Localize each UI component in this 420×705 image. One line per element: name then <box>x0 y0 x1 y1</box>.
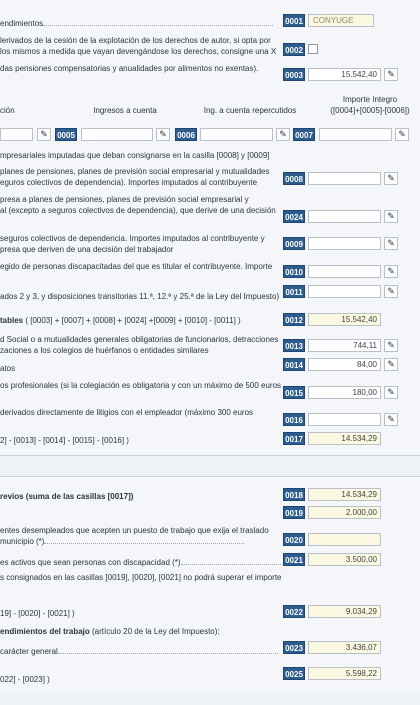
pencil-icon[interactable]: ✎ <box>384 172 398 185</box>
row-0025-label: 022] - [0023] ) <box>0 675 50 684</box>
pencil-icon[interactable]: ✎ <box>384 210 398 223</box>
field-0018: 14.534,29 <box>308 488 381 501</box>
code-0007: 0007 <box>293 128 315 141</box>
code-0024: 0024 <box>283 210 305 223</box>
pencil-icon[interactable]: ✎ <box>384 386 398 399</box>
pencil-icon[interactable]: ✎ <box>156 128 170 141</box>
row-0021-label-1: es activos que sean personas con discapacidad (*) <box>0 558 281 568</box>
row-0013-label-2: zaciones a los colegios de huérfanos o entidades similares <box>0 346 209 355</box>
pencil-icon[interactable]: ✎ <box>384 285 398 298</box>
field-0021: 3.500,00 <box>308 553 381 566</box>
code-0015: 0015 <box>283 386 305 399</box>
row-0024-label-2: al (excepto a seguros colectivos de dependencia), que derive de una decisión <box>0 206 276 215</box>
code-0014: 0014 <box>283 358 305 371</box>
checkbox-0002[interactable] <box>308 44 318 54</box>
field-0017: 14.534,29 <box>308 432 381 445</box>
code-0010: 0010 <box>283 265 305 278</box>
section-reducciones <box>0 476 420 692</box>
row-0002-label-1: lerivados de la cesión de la explotación de los derechos de autor, si opta por <box>0 36 271 45</box>
col-header-ingresos: Ingresos a cuenta <box>93 106 157 115</box>
row-0009-label-2: presa que deriven de una decisión del trabajador <box>0 245 174 254</box>
field-0003[interactable]: 15.542,40 <box>308 68 381 81</box>
field-0007[interactable] <box>319 128 392 141</box>
col-header-importe-1: Importe íntegro <box>342 95 398 104</box>
field-0019: 2.000,00 <box>308 506 381 519</box>
field-0015[interactable]: 180,00 <box>308 386 381 399</box>
pencil-icon[interactable]: ✎ <box>384 68 398 81</box>
field-0020 <box>308 533 381 546</box>
code-0022: 0022 <box>283 605 305 618</box>
field-0010[interactable] <box>308 265 381 278</box>
row-0024-label-1: presa a planes de pensiones, planes de previsión social empresarial y <box>0 195 249 204</box>
row-0022-label: 19] - [0020] - [0021] ) <box>0 609 75 618</box>
row-0009-label-1: seguros colectivos de dependencia. Importes imputados al contribuyente y <box>0 234 265 243</box>
code-0009: 0009 <box>283 237 305 250</box>
row-0011-label: ados 2 y 3, y disposiciones transitorias 11.ª, 12.ª y 25.ª de la Ley del Impuesto) <box>0 292 280 301</box>
pencil-icon[interactable]: ✎ <box>395 128 409 141</box>
row-0023-label: carácter general <box>0 647 278 657</box>
row-0010-label: egido de personas discapacitadas del que es titular el contribuyente. Importe <box>0 262 273 271</box>
code-0012: 0012 <box>283 313 305 326</box>
row-0012-label: tables ( [0003] + [0007] + [0008] + [0024] +[0009] + [0010] - [0011] ) <box>0 316 241 325</box>
field-0012: 15.542,40 <box>308 313 381 326</box>
row-0017-label: 2] - [0013] - [0014] - [0015] - [0016] ) <box>0 436 129 445</box>
row-0020-label-1: entes desempleados que acepten un puesto de trabajo que exija el traslado <box>0 526 269 535</box>
code-0005: 0005 <box>55 128 77 141</box>
row-0002-label-2: los mismos a medida que vayan devengándose los derechos, consigne una X <box>0 47 277 56</box>
pencil-icon[interactable]: ✎ <box>37 128 51 141</box>
pencil-icon[interactable]: ✎ <box>276 128 290 141</box>
pencil-icon[interactable]: ✎ <box>384 339 398 352</box>
field-0024[interactable] <box>308 210 381 223</box>
code-0020: 0020 <box>283 533 305 546</box>
field-0014[interactable]: 84,00 <box>308 358 381 371</box>
row-0013-label-1: d Social o a mutualidades generales obligatorias de funcionarios, detracciones <box>0 335 279 344</box>
field-0006[interactable] <box>200 128 273 141</box>
pencil-icon[interactable]: ✎ <box>384 265 398 278</box>
field-0011[interactable] <box>308 285 381 298</box>
code-0003: 0003 <box>283 68 305 81</box>
code-0016: 0016 <box>283 413 305 426</box>
code-0011: 0011 <box>283 285 305 298</box>
row-0014-label: atos <box>0 364 16 373</box>
code-0025: 0025 <box>283 667 305 680</box>
row-0008-label-3: eguros colectivos de dependencia). Importes imputados al contribuyente <box>0 178 258 187</box>
code-0008: 0008 <box>283 172 305 185</box>
code-0006: 0006 <box>175 128 197 141</box>
pencil-icon[interactable]: ✎ <box>384 237 398 250</box>
col-header-importe-2: ([0004]+[0005]-[0006]) <box>330 106 410 115</box>
field-0009[interactable] <box>308 237 381 250</box>
col-header-1: ción <box>0 106 15 115</box>
field-0013[interactable]: 744,11 <box>308 339 381 352</box>
field-0022: 9.034,29 <box>308 605 381 618</box>
code-0023: 0023 <box>283 641 305 654</box>
row-0018-label: revios (suma de las casillas [0017]) <box>0 492 134 501</box>
row-0001-label: endimientos <box>0 19 273 29</box>
code-0021: 0021 <box>283 553 305 566</box>
row-0008-label-2: planes de pensiones, planes de previsión social empresarial y mutualidades <box>0 167 270 176</box>
row-0023-title: endimientos del trabajo (artículo 20 de la Ley del Impuesto): <box>0 627 220 636</box>
row-0020-label-2: municipio (*) <box>0 537 244 547</box>
field-0008[interactable] <box>308 172 381 185</box>
row-0008-label-1: mpresariales imputadas que deban consignarse en la casilla [0008] y [0009] <box>0 151 270 160</box>
code-0019: 0019 <box>283 506 305 519</box>
code-0017: 0017 <box>283 432 305 445</box>
code-0018: 0018 <box>283 488 305 501</box>
field-0025: 5.598,22 <box>308 667 381 680</box>
field-0001[interactable]: CONYUGE <box>308 14 374 27</box>
field-0004[interactable] <box>0 128 33 141</box>
field-0005[interactable] <box>81 128 153 141</box>
row-0015-label: os profesionales (si la colegiación es obligatoria y con un máximo de 500 euros <box>0 381 282 390</box>
row-0016-label: derivados directamente de litigios con el empleador (máximo 300 euros <box>0 408 254 417</box>
row-0003-label: das pensiones compensatorias y anualidades por alimentos no exentas). <box>0 64 259 73</box>
code-0001: 0001 <box>283 14 305 27</box>
code-0002: 0002 <box>283 43 305 56</box>
row-0021-label-2: s consignados en las casillas [0019], [0020], [0021] no podrá superar el importe <box>0 573 282 582</box>
code-0013: 0013 <box>283 339 305 352</box>
pencil-icon[interactable]: ✎ <box>384 413 398 426</box>
field-0023: 3.436,07 <box>308 641 381 654</box>
col-header-repercutidos: Ing. a cuenta repercutidos <box>203 106 297 115</box>
pencil-icon[interactable]: ✎ <box>384 358 398 371</box>
field-0016[interactable] <box>308 413 381 426</box>
